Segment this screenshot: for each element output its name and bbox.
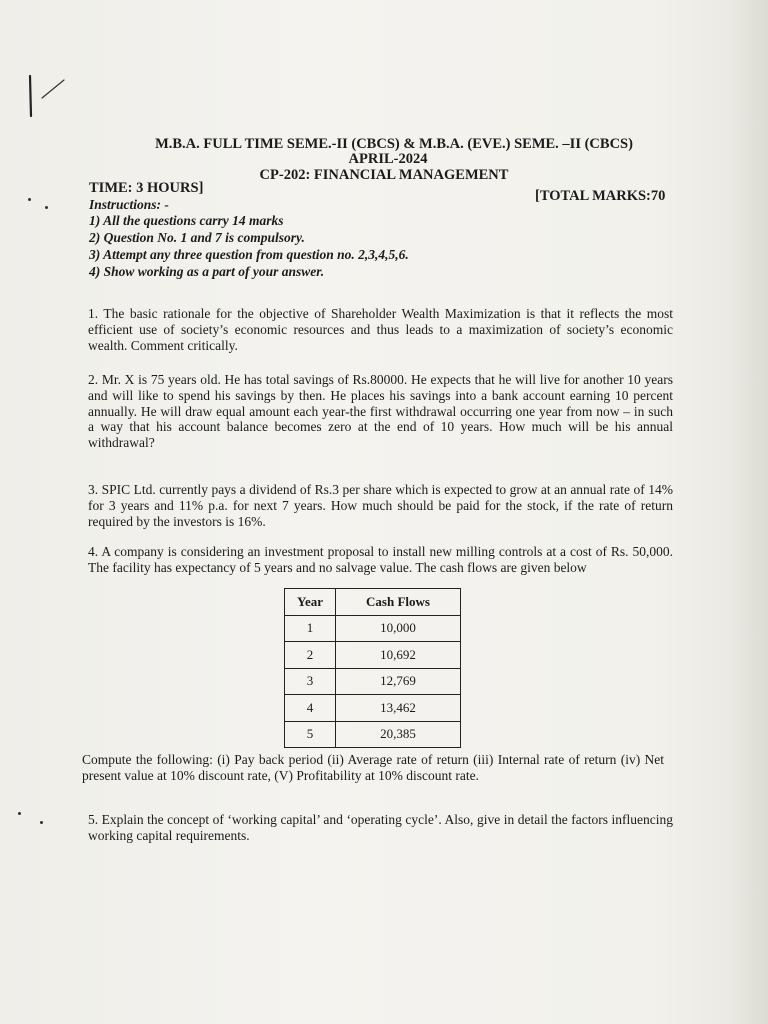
table-row (285, 695, 461, 722)
scan-speck (40, 821, 43, 824)
scan-speck (45, 206, 48, 209)
cash-flow-table (284, 588, 461, 748)
exam-title: M.B.A. FULL TIME SEME.-II (CBCS) & M.B.A. (EVE.) SEME. –II (CBCS) (155, 136, 633, 152)
table-row (285, 615, 461, 642)
instructions-title: Instructions: - (89, 197, 169, 212)
table-row (285, 642, 461, 669)
header-cash-flows: Cash Flows (336, 589, 461, 616)
total-marks: [TOTAL MARKS:70 (535, 188, 666, 204)
question-4: 4. A company is considering an investment proposal to install new milling controls at a cost of Rs. 50,000. The facility has expectancy of 5 years and no salvage value. The cash flows are given below (88, 544, 673, 575)
cash-flow-cell: 12,769 (336, 668, 461, 695)
year-cell: 5 (285, 721, 336, 748)
scan-speck (28, 198, 31, 201)
cash-flow-cell: 20,385 (336, 721, 461, 748)
scan-speck (18, 812, 21, 815)
table-row (285, 668, 461, 695)
instruction-item: 1) All the questions carry 14 marks (89, 213, 284, 228)
question-3: 3. SPIC Ltd. currently pays a dividend of Rs.3 per share which is expected to grow at an annual rate of 14% for 3 years and 11% p.a. for next 7 years. How much should be paid for the stock, if the rate of return required by the investors is 16%. (88, 482, 673, 529)
cash-flow-cell: 10,000 (336, 615, 461, 642)
pen-mark-icon (18, 70, 78, 122)
year-cell: 2 (285, 642, 336, 669)
header-year: Year (285, 589, 336, 616)
instruction-item: 3) Attempt any three question from question no. 2,3,4,5,6. (89, 247, 409, 262)
exam-date: APRIL-2024 (348, 151, 428, 167)
exam-duration: TIME: 3 HOURS] (89, 180, 204, 196)
table-row (285, 721, 461, 748)
question-5: 5. Explain the concept of ‘working capital’ and ‘operating cycle’. Also, give in detail the factors influencing working capital requirements. (88, 812, 673, 843)
year-cell: 3 (285, 668, 336, 695)
cash-flow-cell: 13,462 (336, 695, 461, 722)
question-2: 2. Mr. X is 75 years old. He has total savings of Rs.80000. He expects that he will live for another 10 years and will like to spend his savings by then. He places his savings into a bank account earning 10 percent annually. He will draw equal amount each year-the first withdrawal occurring one year from now – in such a way that his account balance becomes zero at the end of 10 years. How much will be his annual withdrawal? (88, 372, 673, 451)
year-cell: 4 (285, 695, 336, 722)
instruction-item: 4) Show working as a part of your answer. (89, 264, 325, 279)
cash-flow-cell: 10,692 (336, 642, 461, 669)
year-cell: 1 (285, 615, 336, 642)
question-4-compute: Compute the following: (i) Pay back period (ii) Average rate of return (iii) Internal rate of return (iv) Net present value at 10% discount rate, (V) Profitability at 10% discount rate. (82, 752, 664, 783)
instruction-item: 2) Question No. 1 and 7 is compulsory. (89, 230, 305, 245)
course-title: CP-202: FINANCIAL MANAGEMENT (259, 167, 509, 183)
question-1: 1. The basic rationale for the objective of Shareholder Wealth Maximization is that it reflects the most efficient use of society’s economic resources and thus leads to a maximization of society’s economic wealth. Comment critically. (88, 306, 673, 353)
table-header-row (285, 589, 461, 616)
